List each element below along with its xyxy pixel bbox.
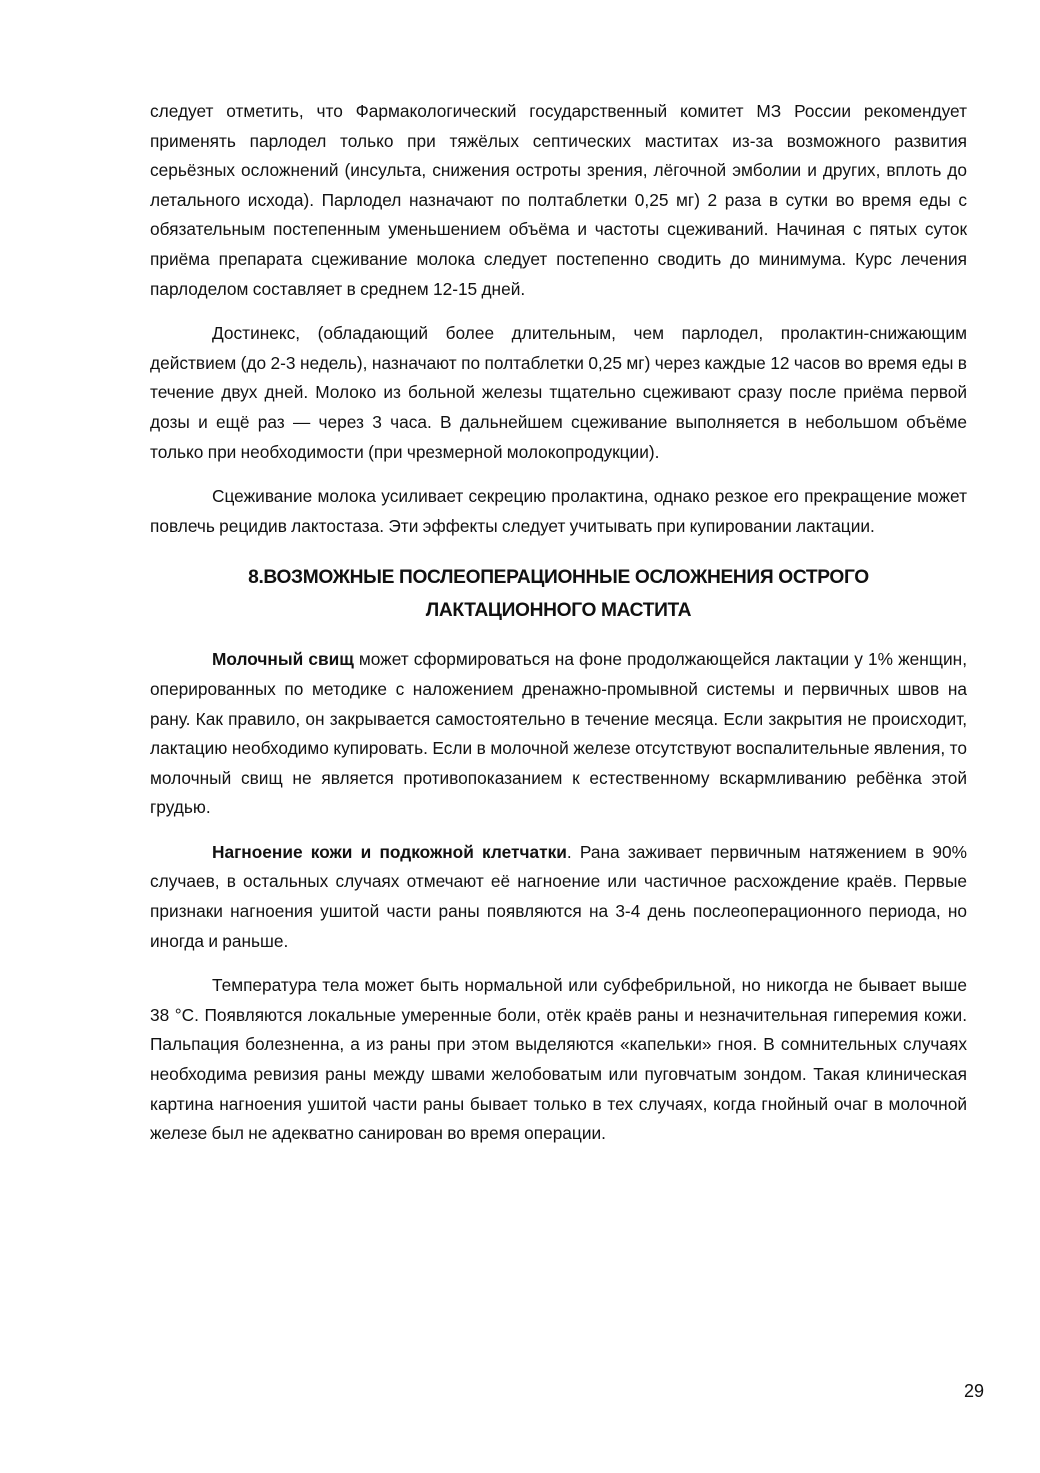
paragraph-lead-milk-fistula: Молочный свищ: [212, 649, 354, 670]
section-heading-line-1: 8.ВОЗМОЖНЫЕ ПОСЛЕОПЕРАЦИОННЫЕ ОСЛОЖНЕНИЯ ОСТРОГО: [248, 567, 869, 589]
paragraph-temperature: Температура тела может быть нормальной или субфебрильной, но никогда не бывает выше 38 °С. Появляются локальные умеренные боли, отёк краёв раны и незначительная гиперемия кожи. Пальпация болезненна, а из раны при этом выделяются «капельки» гноя. В сомнительных случаях необходима ревизия раны между швами желобоватым или пуговчатым зондом. Такая клиническая картина нагноения ушитой части раны бывает только в тех случаях, когда гнойный очаг в молочной железе был не адекватно санирован во время операции.: [150, 975, 967, 1144]
paragraph-dostinex: Достинекс, (обладающий более длительным, чем парлодел, пролактин-снижающим действием (до 2-3 недель), назначают по полтаблетки 0,25 мг) через каждые 12 часов во время еды в течение двух дней. Молоко из больной железы тщательно сцеживают сразу после приёма первой дозы и ещё раз — через 3 часа. В дальнейшем сцеживание выполняется в небольшом объёме только при необходимости (при чрезмерной молокопродукции).: [150, 323, 967, 462]
document-page: [150, 97, 967, 1149]
section-heading-line-2: ЛАКТАЦИОННОГО МАСТИТА: [425, 600, 692, 622]
paragraph-body-suppuration: . Рана заживает первичным натяжением в 90% случаев, в остальных случаях отмечают её нагноение или частичное расхождение краёв. Первые признаки нагноения ушитой части раны появляются на 3-4 день послеоперационного периода, но иногда и раньше.: [150, 841, 967, 951]
section-heading: [150, 561, 967, 627]
paragraph-parlodel: следует отметить, что Фармакологический государственный комитет МЗ России рекомендует применять парлодел только при тяжёлых септических маститах из-за возможного развития серьёзных осложнений (инсульта, снижения остроты зрения, лёгочной эмболии и других, вплоть до летального исхода). Парлодел назначают по полтаблетки 0,25 мг) 2 раза в сутки во время еды с обязательным постепенным уменьшением объёма и частоты сцеживаний. Начиная с пятых суток приёма препарата сцеживание молока следует постепенно сводить до минимума. Курс лечения парлоделом составляет в среднем 12-15 дней.: [150, 101, 967, 299]
paragraph-expression: Сцеживание молока усиливает секрецию пролактина, однако резкое его прекращение может повлечь рецидив лактостаза. Эти эффекты следует учитывать при купировании лактации.: [150, 486, 967, 536]
paragraph-suppuration: [150, 838, 967, 956]
page-number: 29: [963, 1381, 984, 1401]
paragraph-body-milk-fistula: может сформироваться на фоне продолжающейся лактации у 1% женщин, оперированных по методике с наложением дренажно-промывной системы и первичных швов на рану. Как правило, он закрывается самостоятельно в течение месяца. Если закрытия не происходит, лактацию необходимо купировать. Если в молочной железе отсутствуют воспалительные явления, то молочный свищ не является противопоказанием к естественному вскармливанию ребёнка этой грудью.: [150, 649, 967, 818]
paragraph-lead-suppuration: Нагноение кожи и подкожной клетчатки: [212, 841, 567, 862]
paragraph-milk-fistula: [150, 645, 967, 823]
